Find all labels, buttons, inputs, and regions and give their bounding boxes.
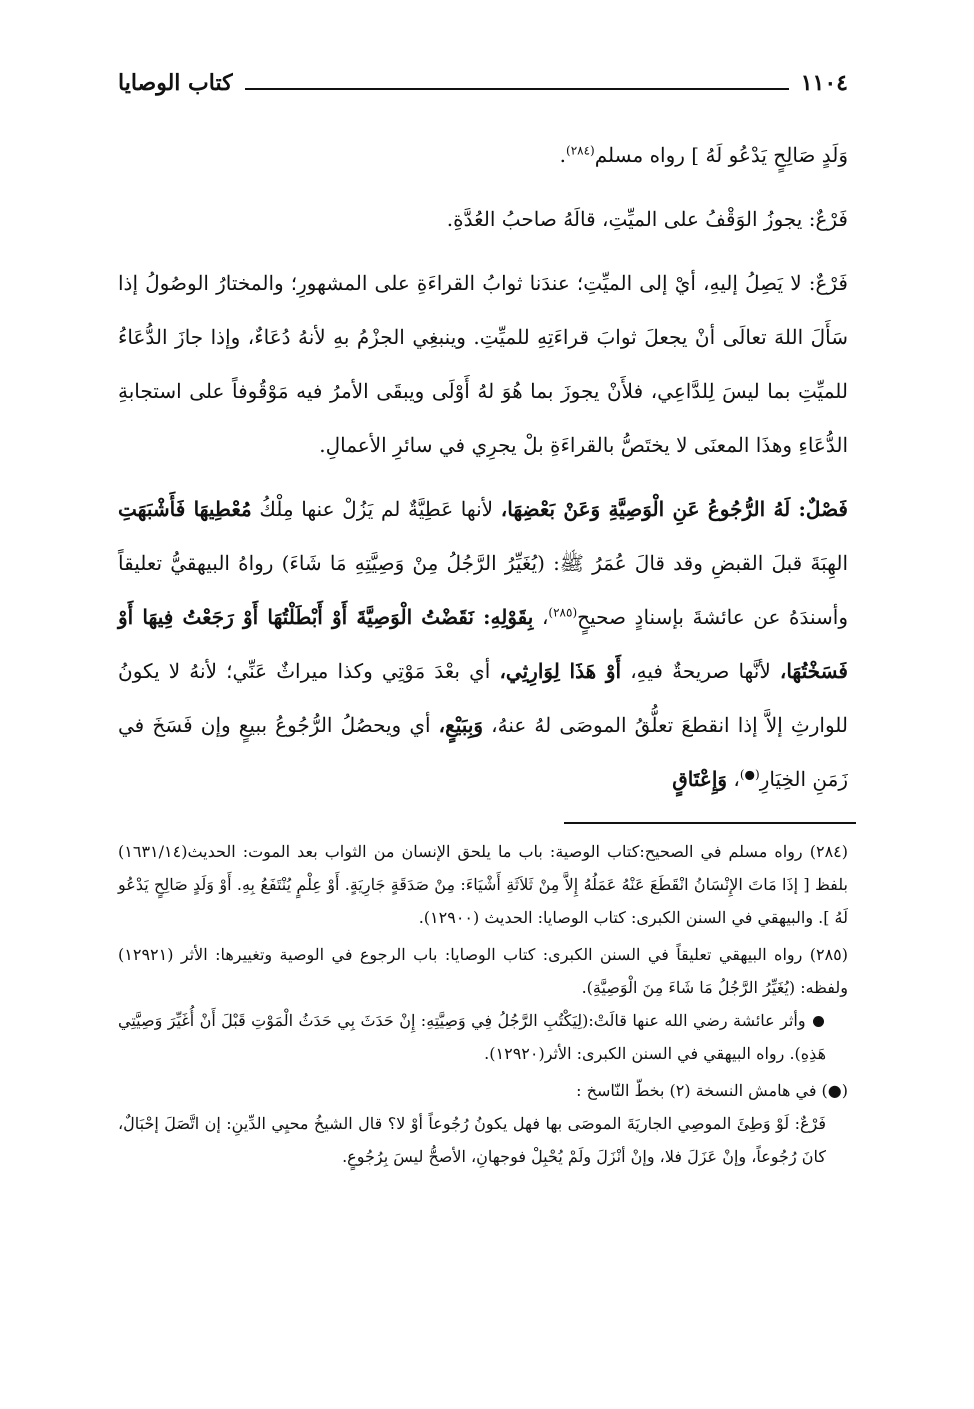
- sharh-text-1: لأنها عَطِيَّةٌ لم يَزُلْ عنها مِلْكُ: [251, 497, 501, 521]
- footnotes: [118, 835, 848, 1173]
- running-title: كتاب الوصايا: [118, 70, 233, 96]
- footnote-margin-body: فَرْعٌ: لَوْ وَطِئَ الموصِي الجاريَةَ الموصَى بها فهل يكونُ رُجُوعاً أوْ لا؟ قال الشيخُ محيِي الدِّينِ: إن اتَّصَلَ إحْبَالٌ، كانَ رُجُوعاً، وإنْ عَزَلَ فلا، وإنْ أنْزَلَ ولَمْ يُحْبِلْ فوجهانِ، الأصحُّ ليسَ بِرُجُوعٍ.: [118, 1114, 826, 1166]
- footnote-285-part-1: [118, 938, 848, 1004]
- footnote-separator: [564, 822, 856, 824]
- footnote-285-aisha-text: وأثر عائشة رضي الله عنها قالَتْ:(لِيَكْتُبِ الرَّجُلُ فِي وَصِيَّتِهِ: إِنْ حَدَثَ بِي حَدَثُ الْمَوْتِ قَبْلَ أَنْ أُغَيِّرَ وَصِيَّتِي هَذِهِ). رواه البيهقي في السنن الكبرى: الأثر(١٢٩٢٠).: [118, 1011, 826, 1063]
- paragraph-1-text: وَلَدٍ صَالِحٍ يَدْعُو لَهُ ] رواه مسلم: [594, 143, 848, 167]
- matn-text-1: فَصْلٌ: لَهُ الرُّجُوعُ عَنِ الْوَصِيَّةِ وَعَنْ بَعْضِهَا،: [500, 497, 848, 521]
- matn-text-2: مُعْطِيهَا فَأَشْبَهَتِ: [118, 497, 252, 521]
- footnote-ref-284[interactable]: (٢٨٤): [566, 143, 595, 158]
- footnote-284: (٢٨٤) رواه مسلم في الصحيح:كتاب الوصية: باب ما يلحق الإنسان من الثواب بعد الموت: الحديث(١٦٣١/١٤) بلفظ [ إذَا مَاتَ الإِنْسَانُ انْقَطَعَ عَنْهُ عَمَلُهُ إِلاَّ مِنْ ثَلاَثَةِ أَشْيَاءَ: مِنْ صَدَقَةٍ جَارِيَةٍ. أَوْ عِلْمٍ يُنْتَفَعُ بِهِ. أَوْ وَلَدٍ صَالِحٍ يَدْعُو لَهُ ]. والبيهقي في السنن الكبرى: كتاب الوصايا: الحديث (١٢٩٠٠).: [118, 842, 848, 927]
- paragraph-3: فَرْعٌ: لا يَصِلُ إليهِ، أيْ إلى الميِّتِ؛ عندَنا ثوابُ القراءَةِ على المشهورِ؛ والمختارُ الوصُولُ إذا سَأَلَ اللهَ تعالَى أنْ يجعلَ ثوابَ قراءَتِهِ للميِّتِ. وينبغِي الجزْمُ بهِ لأنهُ دُعَاءٌ، وإذا جازَ الدُّعَاءُ للميِّتِ بما ليسَ لِلدَّاعِي، فلأَنْ يجوزَ بما هُوَ لهُ أَوْلَى ويبقَى الأمرُ فيه مَوْقُوفاً على استجابةِ الدُّعَاءِ وهذَا المعنَى لا يختَصُّ بالقراءَةِ بلْ يجرِي في سائرِ الأعمالِ.: [118, 271, 848, 457]
- sharh-text-7: ،: [727, 767, 740, 791]
- sharh-text-6: أي ويحصُلُ الرُّجُوعُ ببيعٍ وإن فَسَخَ في زَمَنِ الخِيَارِ: [118, 713, 848, 791]
- matn-text-3: بِقَوْلِهِ: نَقَضْتُ الْوَصِيَّةَ أَوْ أَبْطَلْتُهَا أَوْ رَجَعْتُ فِيهَا أَوْ فَسَخْتُهَا،: [118, 605, 848, 683]
- page-header: [118, 60, 848, 94]
- matn-text-6: وَإِعْتَاقٍ: [672, 767, 728, 791]
- footnote-margin-heading: (●) في هامش النسخة (٢) بخطّ النّاسخ :: [576, 1081, 848, 1100]
- sharh-text-2: الهِبَةَ قبلَ القبضِ وقد قالَ عُمَرُ ﷺ: (يُغَيِّرُ الرَّجُلُ مِنْ وَصِيَّتِهِ مَا شَاءَ) رواهُ البيهقيُّ تعليقاً وأسندَهُ عن عائشةَ بإسنادٍ صحيحٍ: [118, 551, 848, 629]
- page-number: ١١٠٤: [800, 70, 848, 96]
- bullet-dot-icon: [813, 1016, 824, 1027]
- footnote-285-text: (٢٨٥) رواه البيهقي تعليقاً في السنن الكبرى: كتاب الوصايا: باب الرجوع في الوصية وتغييرها: الأثر (١٢٩٢١) ولفظه: (يُغَيِّرُ الرَّجُلُ مَا شَاءَ مِنَ الْوَصِيَّةِ).: [118, 945, 848, 997]
- sharh-text-5: أي بعْدَ مَوْتِي وكذا ميراثٌ عَنِّي؛ لأنهُ لا يكونُ للوارثِ إلاَّ إذا انقطعَ تعلُّقُ الموصَى لهُ عنهُ،: [118, 659, 848, 737]
- footnote-285-part-2: [118, 1004, 848, 1070]
- header-rule: [245, 88, 789, 90]
- sharh-text-3: ،: [533, 605, 549, 629]
- paragraph-1: [118, 128, 848, 182]
- footnote-ref-margin[interactable]: (●): [739, 767, 760, 782]
- sharh-text-4: لأنَّها صريحةٌ فيهِ،: [621, 659, 780, 683]
- footnote-ref-285[interactable]: (٢٨٥): [548, 605, 578, 620]
- paragraph-4: [118, 482, 848, 806]
- matn-text-4: أَوْ هَذَا لِوَارِثِي،: [499, 659, 622, 683]
- main-text: [118, 128, 848, 806]
- matn-text-5: وَبِبَيْعٍ،: [438, 713, 484, 737]
- paragraph-1-end: .: [559, 143, 567, 167]
- paragraph-2: فَرْعٌ: يجوزُ الوَقْفُ على الميِّتِ، قالَهُ صاحبُ العُدَّةِ.: [446, 207, 848, 231]
